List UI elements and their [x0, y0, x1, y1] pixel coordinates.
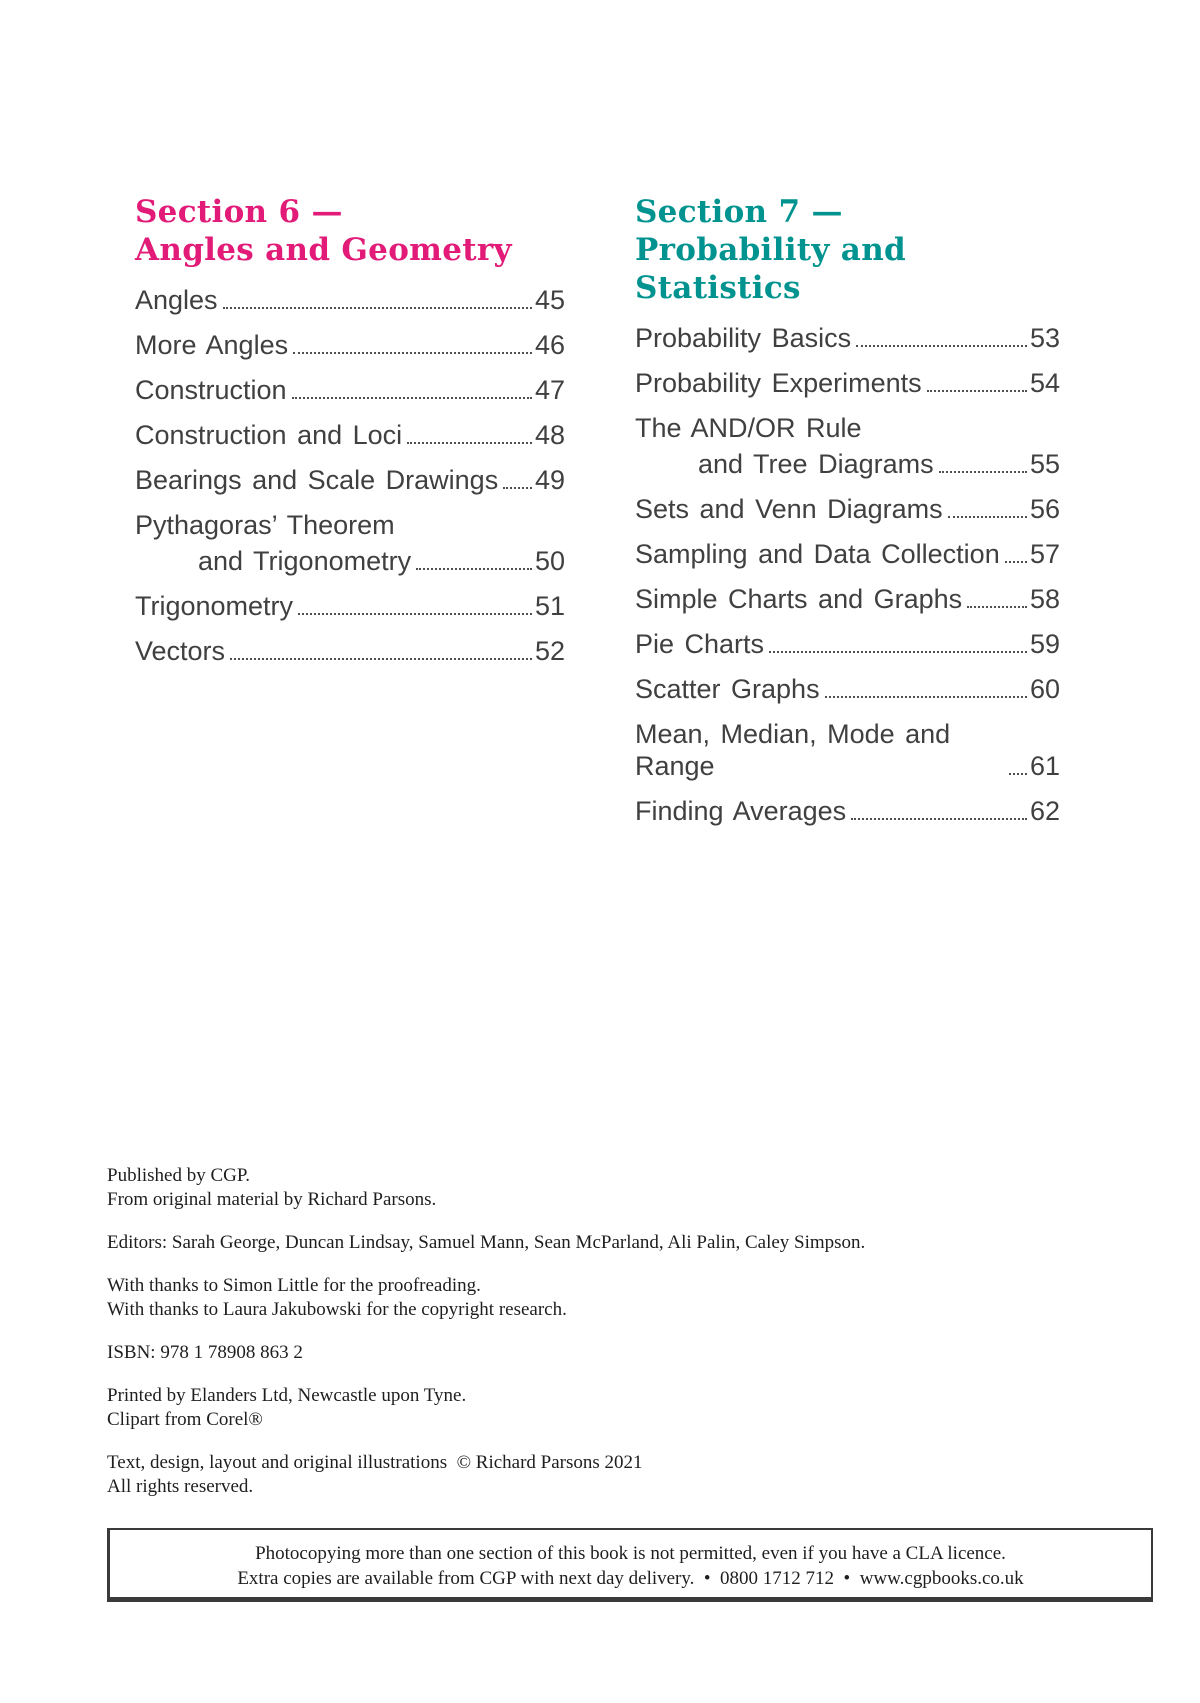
table-of-contents — [135, 193, 1060, 840]
toc-entry-more-angles — [135, 329, 565, 361]
photocopy-notice-line2: Extra copies are available from CGP with next day delivery. • 0800 1712 712 • www.cgpbooks.co.uk — [237, 1568, 1024, 1589]
page-number: 53 — [1029, 323, 1060, 353]
page-number: 61 — [1029, 751, 1060, 781]
toc-entry-finding-averages — [635, 795, 1060, 827]
page-number: 54 — [1029, 368, 1060, 398]
dot-leader — [407, 442, 532, 444]
section-7-title-line1: Section 7 — — [635, 194, 843, 230]
thanks-paragraph — [107, 1274, 1087, 1322]
editors-line: Editors: Sarah George, Duncan Lindsay, Samuel Mann, Sean McParland, Ali Palin, Caley Simpson. — [107, 1232, 866, 1253]
toc-entry-and-or-rule-line2 — [635, 448, 1060, 480]
entry-label: More Angles — [135, 330, 289, 360]
toc-entry-and-or-rule-line1: The AND/OR Rule — [635, 413, 862, 443]
page-number: 48 — [534, 420, 565, 450]
isbn-paragraph — [107, 1341, 1087, 1365]
photocopy-notice-line1: Photocopying more than one section of this book is not permitted, even if you have a CLA licence. — [255, 1543, 1006, 1564]
entry-label: Construction — [135, 375, 287, 405]
toc-section-7 — [635, 193, 1060, 840]
toc-entry-pie-charts — [635, 628, 1060, 660]
printer-line: Printed by Elanders Ltd, Newcastle upon Tyne. — [107, 1385, 467, 1406]
copyright-line: Text, design, layout and original illustrations © Richard Parsons 2021 — [107, 1452, 643, 1473]
dot-leader — [939, 471, 1027, 473]
publisher-paragraph — [107, 1164, 1087, 1212]
toc-entry-sampling — [635, 538, 1060, 570]
dot-leader — [416, 568, 532, 570]
entry-label: Angles — [135, 285, 218, 315]
toc-entry-pythagoras-line2 — [135, 545, 565, 577]
page-number: 52 — [534, 636, 565, 666]
dot-leader — [292, 397, 532, 399]
entry-label: Probability Basics — [635, 323, 852, 353]
section-7-title-line2: Probability and Statistics — [635, 232, 907, 306]
toc-entry-trigonometry — [135, 590, 565, 622]
toc-entry-vectors — [135, 635, 565, 667]
dot-leader — [967, 606, 1027, 608]
toc-entry-pythagoras-line1: Pythagoras’ Theorem — [135, 510, 395, 540]
toc-entry-probability-experiments — [635, 367, 1060, 399]
entry-label: and Trigonometry — [198, 546, 412, 576]
rights-reserved-line: All rights reserved. — [107, 1476, 254, 1497]
page-number: 60 — [1029, 674, 1060, 704]
photocopy-notice-box — [107, 1528, 1153, 1602]
toc-entry-mean-median-mode-range — [635, 718, 1060, 782]
page-number: 58 — [1029, 584, 1060, 614]
section-6-title — [135, 193, 565, 269]
page-number: 46 — [534, 330, 565, 360]
isbn-line: ISBN: 978 1 78908 863 2 — [107, 1342, 303, 1363]
section-6-title-line1: Section 6 — — [135, 194, 343, 230]
printer-paragraph — [107, 1384, 1087, 1432]
entry-label: Pie Charts — [635, 629, 765, 659]
copyright-research-thanks-line: With thanks to Laura Jakubowski for the copyright research. — [107, 1299, 567, 1320]
dot-leader — [1009, 773, 1027, 775]
proofreading-thanks-line: With thanks to Simon Little for the proofreading. — [107, 1275, 481, 1296]
page-number: 62 — [1029, 796, 1060, 826]
toc-entry-construction-and-loci — [135, 419, 565, 451]
toc-entry-bearings — [135, 464, 565, 496]
entry-label: Vectors — [135, 636, 226, 666]
entry-label: and Tree Diagrams — [698, 449, 934, 479]
dot-leader — [825, 696, 1027, 698]
dot-leader — [223, 307, 532, 309]
entry-label: Sets and Venn Diagrams — [635, 494, 943, 524]
toc-entry-probability-basics — [635, 322, 1060, 354]
dot-leader — [293, 352, 532, 354]
section-6-title-line2: Angles and Geometry — [135, 232, 512, 268]
clipart-line: Clipart from Corel® — [107, 1409, 263, 1430]
toc-entry-sets-venn — [635, 493, 1060, 525]
entry-label: Construction and Loci — [135, 420, 403, 450]
page-number: 51 — [534, 591, 565, 621]
entry-label: Mean, Median, Mode and Range — [635, 719, 951, 781]
entry-label: Scatter Graphs — [635, 674, 820, 704]
page-number: 59 — [1029, 629, 1060, 659]
dot-leader — [298, 613, 532, 615]
dot-leader — [230, 658, 532, 660]
copyright-paragraph — [107, 1451, 1087, 1499]
page-number: 49 — [534, 465, 565, 495]
page-number: 50 — [534, 546, 565, 576]
section-7-title — [635, 193, 1060, 307]
page-number: 55 — [1029, 449, 1060, 479]
dot-leader — [503, 487, 532, 489]
publisher-line: Published by CGP. — [107, 1165, 251, 1186]
page-number: 47 — [534, 375, 565, 405]
toc-section-6 — [135, 193, 565, 840]
entry-label: Finding Averages — [635, 796, 847, 826]
dot-leader — [769, 651, 1027, 653]
entry-label: Bearings and Scale Drawings — [135, 465, 499, 495]
editors-paragraph — [107, 1231, 1087, 1255]
toc-entry-simple-charts — [635, 583, 1060, 615]
entry-label: Trigonometry — [135, 591, 294, 621]
entry-label: Simple Charts and Graphs — [635, 584, 963, 614]
entry-label: Probability Experiments — [635, 368, 922, 398]
dot-leader — [1005, 561, 1027, 563]
dot-leader — [948, 516, 1027, 518]
page-number: 57 — [1029, 539, 1060, 569]
toc-entry-construction — [135, 374, 565, 406]
colophon — [107, 1164, 1087, 1518]
entry-label: Sampling and Data Collection — [635, 539, 1000, 569]
original-material-line: From original material by Richard Parsons. — [107, 1189, 437, 1210]
toc-entry-scatter-graphs — [635, 673, 1060, 705]
dot-leader — [851, 818, 1027, 820]
page-number: 45 — [534, 285, 565, 315]
page-number: 56 — [1029, 494, 1060, 524]
dot-leader — [927, 390, 1027, 392]
dot-leader — [856, 345, 1027, 347]
toc-entry-angles — [135, 284, 565, 316]
